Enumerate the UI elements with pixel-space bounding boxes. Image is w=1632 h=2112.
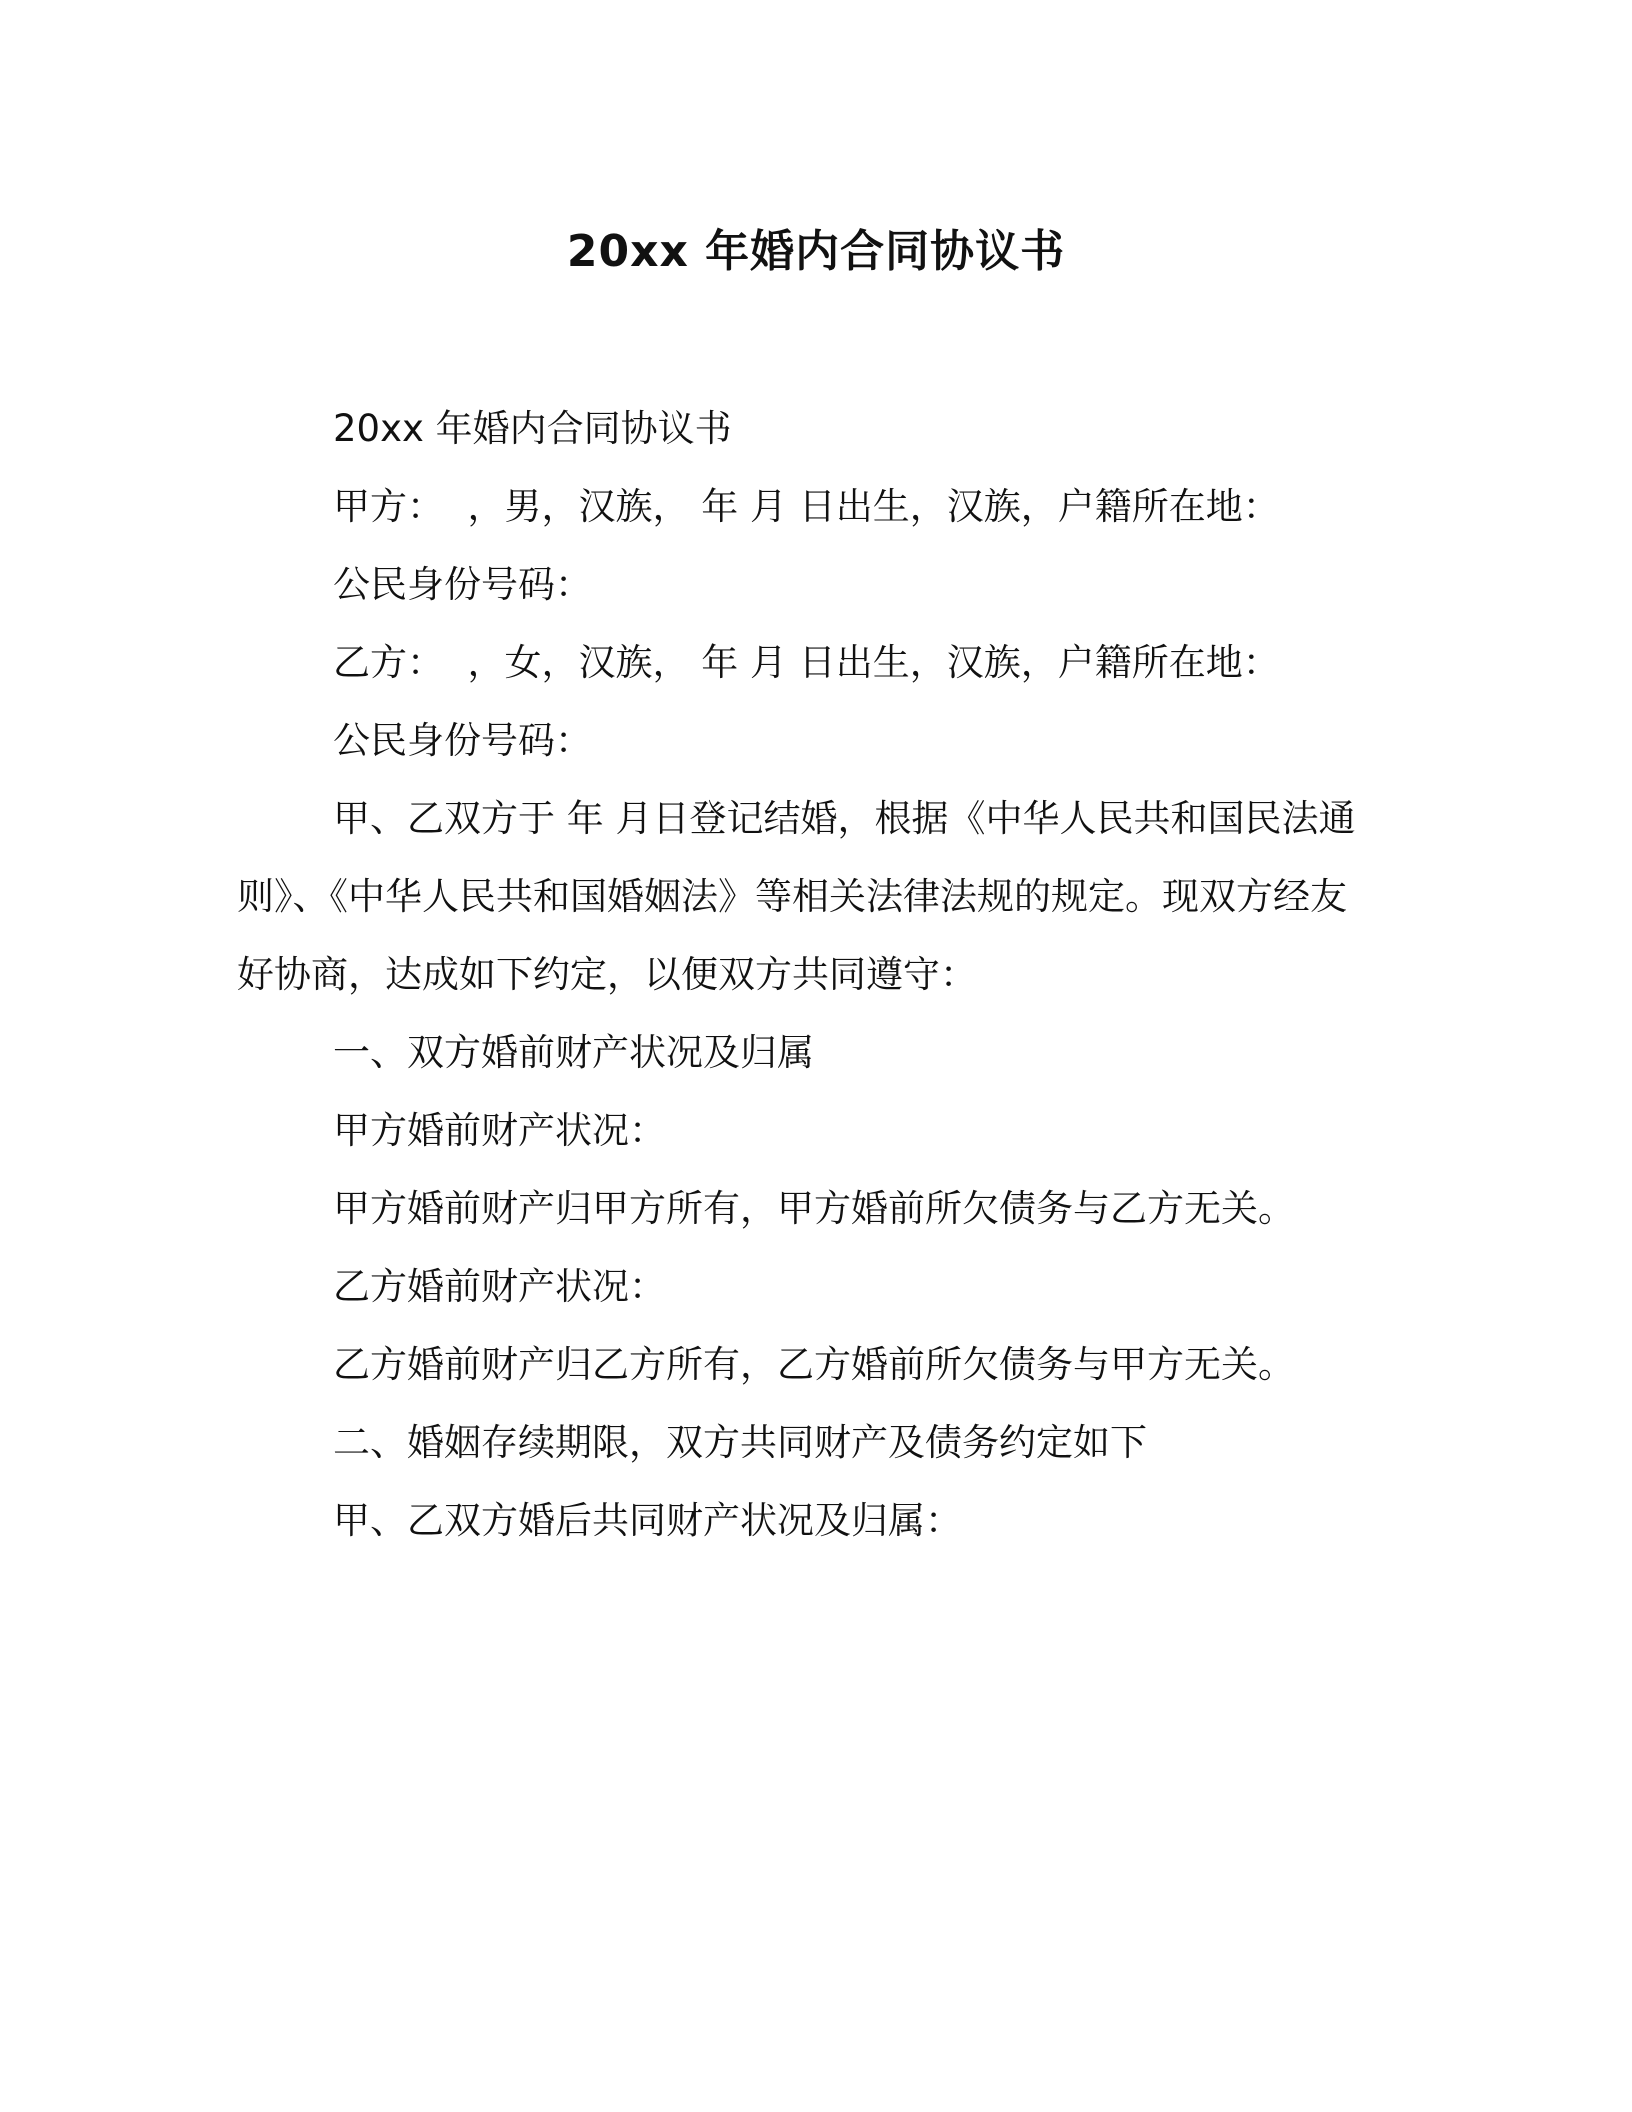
paragraph-party-a-premarital-terms: 甲方婚前财产归甲方所有，甲方婚前所欠债务与乙方无关。: [333, 1187, 1295, 1230]
document-title: 20xx 年婚内合同协议书: [566, 226, 1066, 277]
paragraph-party-a-id: 公民身份号码：: [333, 563, 592, 606]
paragraph-section-2-heading: 二、婚姻存续期限，双方共同财产及债务约定如下: [333, 1421, 1147, 1464]
paragraph-party-b: 乙方： ，女，汉族， 年 月 日出生，汉族，户籍所在地：: [333, 641, 1280, 684]
document-body: [237, 390, 1357, 1560]
paragraph-party-b-id: 公民身份号码：: [333, 719, 592, 762]
paragraph-party-b-premarital: 乙方婚前财产状况：: [333, 1265, 666, 1308]
paragraph-joint-property: 甲、乙双方婚后共同财产状况及归属：: [333, 1499, 962, 1542]
paragraph-party-a: 甲方： ，男，汉族， 年 月 日出生，汉族，户籍所在地：: [333, 485, 1280, 528]
paragraph-preamble: 甲、乙双方于 年 月日登记结婚，根据《中华人民共和国民法通则》、《中华人民共和国婚姻法》等相关法律法规的规定。现双方经友好协商，达成如下约定，以便双方共同遵守：: [237, 797, 1356, 996]
paragraph-heading-repeat: 20xx 年婚内合同协议书: [333, 407, 732, 450]
paragraph-section-1-heading: 一、双方婚前财产状况及归属: [333, 1031, 814, 1074]
paragraph-party-b-premarital-terms: 乙方婚前财产归乙方所有，乙方婚前所欠债务与甲方无关。: [333, 1343, 1295, 1386]
paragraph-party-a-premarital: 甲方婚前财产状况：: [333, 1109, 666, 1152]
